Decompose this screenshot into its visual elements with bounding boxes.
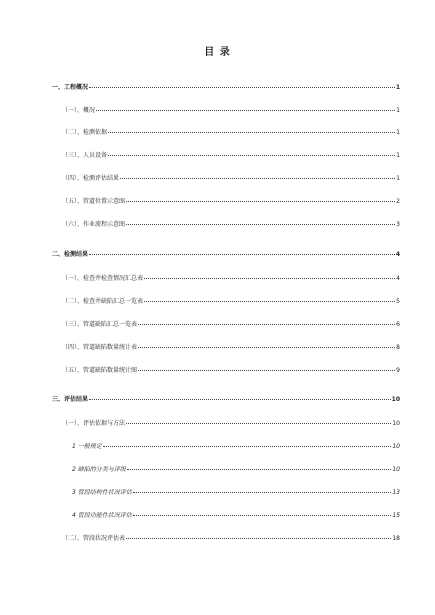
- leader-dots: [133, 515, 392, 516]
- toc-entry-label: 3 管段结构性状况评估: [72, 489, 132, 496]
- toc-entry-label: （四）、管道缺陷数量统计表: [62, 344, 138, 351]
- leader-dots: [89, 399, 391, 400]
- toc-entry[interactable]: [62, 105, 400, 114]
- toc-page-number: 4: [396, 275, 400, 282]
- toc-page-number: 6: [396, 321, 400, 328]
- toc-page-number: 15: [392, 512, 400, 519]
- toc-entry[interactable]: [72, 487, 400, 496]
- leader-dots: [126, 423, 391, 424]
- toc-entry-label: （一）、评估依据与方法: [62, 420, 126, 427]
- leader-dots: [138, 347, 395, 348]
- toc-entry-label: （一）、概况: [62, 107, 96, 114]
- toc-page-number: 10: [392, 420, 400, 427]
- toc-entry-label: （六）、作业流程示意图: [62, 221, 126, 228]
- toc-entry-label: （二）、检测依据: [62, 129, 108, 136]
- toc-page-number: 9: [396, 367, 400, 374]
- leader-dots: [138, 370, 395, 371]
- toc-entry-label: （五）、管道缺陷数量统计图: [62, 367, 138, 374]
- leader-dots: [89, 254, 395, 255]
- toc-entry-label: （一）、检查井检查情况汇总表: [62, 275, 144, 282]
- leader-dots: [127, 469, 392, 470]
- leader-dots: [126, 538, 391, 539]
- leader-dots: [120, 178, 395, 179]
- toc-entry[interactable]: [52, 82, 400, 91]
- leader-dots: [138, 324, 395, 325]
- toc-entry[interactable]: [62, 296, 400, 305]
- toc-entry[interactable]: [72, 441, 400, 450]
- toc-page-number: 4: [395, 251, 400, 258]
- toc-page-number: 13: [392, 489, 400, 496]
- toc-page-number: 2: [396, 198, 400, 205]
- toc-entry-label: 1 一般规定: [72, 443, 102, 450]
- toc-entry[interactable]: [62, 418, 400, 427]
- toc-entry[interactable]: [62, 273, 400, 282]
- toc-entry-label: （五）、管道位置示意图: [62, 198, 126, 205]
- toc-entry-label: （二）、管段状况评估表: [62, 535, 126, 542]
- toc-entry[interactable]: [62, 319, 400, 328]
- toc-entry[interactable]: [62, 365, 400, 374]
- toc-page-number: 10: [392, 443, 400, 450]
- toc-page-number: 5: [396, 298, 400, 305]
- toc-page-number: 1: [396, 129, 400, 136]
- toc-entry-label: （三）、管道缺陷汇总一览表: [62, 321, 138, 328]
- toc-entry[interactable]: [62, 127, 400, 136]
- toc-entry-label: 2 缺陷的分类与评级: [72, 466, 126, 473]
- toc-page-number: 18: [392, 535, 400, 542]
- toc-entry-label: 三、评估结果: [52, 396, 89, 403]
- toc-page-number: 1: [395, 84, 400, 91]
- page-title: 目 录: [204, 47, 231, 58]
- toc-page-number: 1: [396, 107, 400, 114]
- leader-dots: [108, 132, 395, 133]
- toc-page-number: 1: [396, 152, 400, 159]
- toc-page-number: 1: [396, 175, 400, 182]
- toc-entry-label: （二）、检查井缺陷汇总一览表: [62, 298, 144, 305]
- leader-dots: [108, 155, 395, 156]
- toc-entry-label: （四）、检测评估结果: [62, 175, 120, 182]
- toc-entry[interactable]: [62, 219, 400, 228]
- leader-dots: [144, 301, 395, 302]
- toc-entry-label: （三）、人员设备: [62, 152, 108, 159]
- toc-entry-label: 二、检测结果: [52, 251, 89, 258]
- toc-entry-label: 4 管段功能性状况评估: [72, 512, 132, 519]
- toc-entry-label: 一、工程概况: [52, 84, 89, 91]
- toc-page-number: 8: [396, 344, 400, 351]
- leader-dots: [96, 110, 395, 111]
- toc-page-number: 10: [391, 396, 400, 403]
- toc-page-number: 3: [396, 221, 400, 228]
- toc-entry[interactable]: [62, 196, 400, 205]
- leader-dots: [89, 87, 395, 88]
- toc-entry[interactable]: [62, 150, 400, 159]
- leader-dots: [126, 201, 395, 202]
- toc-entry[interactable]: [62, 342, 400, 351]
- leader-dots: [126, 224, 395, 225]
- toc-entry[interactable]: [52, 394, 400, 403]
- toc-entry[interactable]: [62, 533, 400, 542]
- toc-entry[interactable]: [52, 249, 400, 258]
- leader-dots: [103, 446, 392, 447]
- toc-page-number: 10: [392, 466, 400, 473]
- toc-entry[interactable]: [72, 510, 400, 519]
- toc-entry[interactable]: [72, 464, 400, 473]
- toc-entry[interactable]: [62, 173, 400, 182]
- leader-dots: [144, 278, 395, 279]
- leader-dots: [133, 492, 392, 493]
